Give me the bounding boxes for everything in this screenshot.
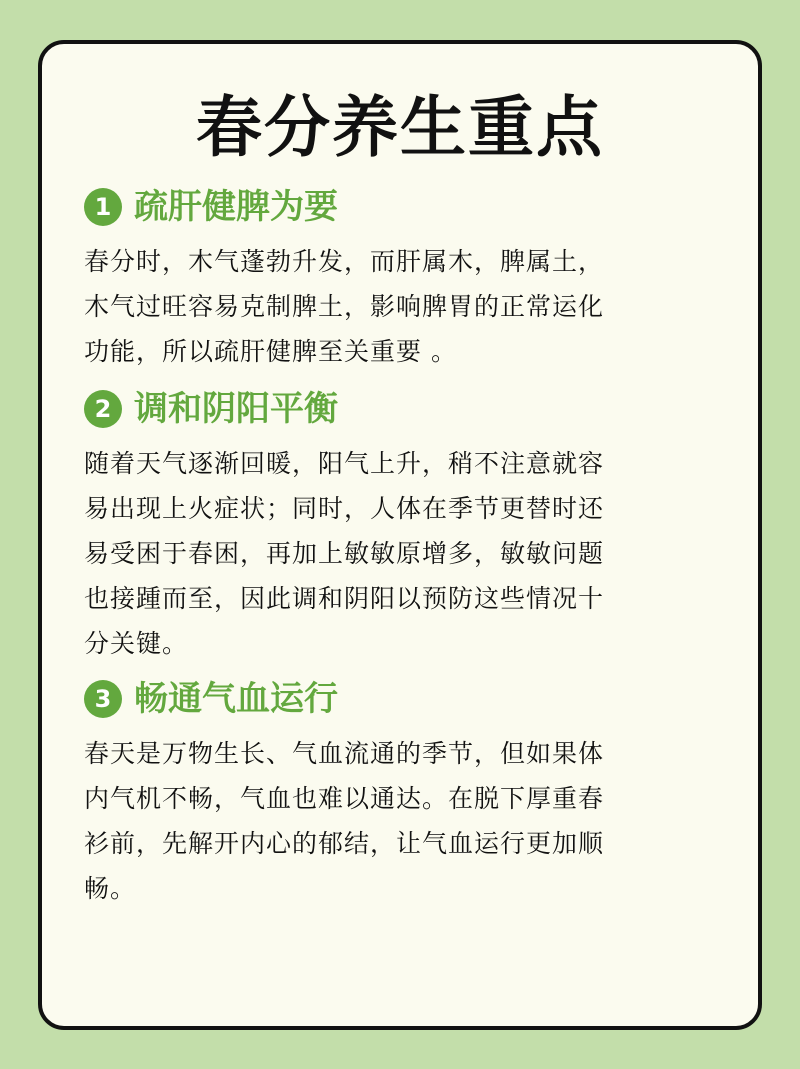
section-qi-blood (84, 667, 704, 911)
section-body: 春分时，木气蓬勃升发，而肝属木，脾属土， 木气过旺容易克制脾土，影响脾胃的正常运化 功能，所以疏肝健脾至关重要 。 (84, 247, 605, 366)
section-liver-spleen (84, 175, 704, 374)
section-heading: 疏肝健脾为要 (134, 187, 338, 227)
page-title: 春分养生重点 (196, 89, 604, 166)
section-body: 春天是万物生长、气血流通的季节，但如果体 内气机不畅，气血也难以通达。在脱下厚重春 衫前，先解开内心的郁结，让气血运行更加顺 畅。 (84, 739, 605, 903)
section-body: 随着天气逐渐回暖，阳气上升，稍不注意就容 易出现上火症状；同时，人体在季节更替时还 易受困于春困，再加上敏敏原增多，敏敏问题 也接踵而至，因此调和阴阳以预防这些情况十 分关键。 (84, 449, 605, 658)
section-header (84, 175, 704, 239)
number-badge-icon: 2 (84, 390, 122, 428)
section-yin-yang (84, 377, 704, 666)
section-heading: 畅通气血运行 (134, 679, 338, 719)
number-badge-icon: 1 (84, 188, 122, 226)
section-heading: 调和阴阳平衡 (134, 389, 338, 429)
number-badge-icon: 3 (84, 680, 122, 718)
section-header (84, 377, 704, 441)
section-header (84, 667, 704, 731)
